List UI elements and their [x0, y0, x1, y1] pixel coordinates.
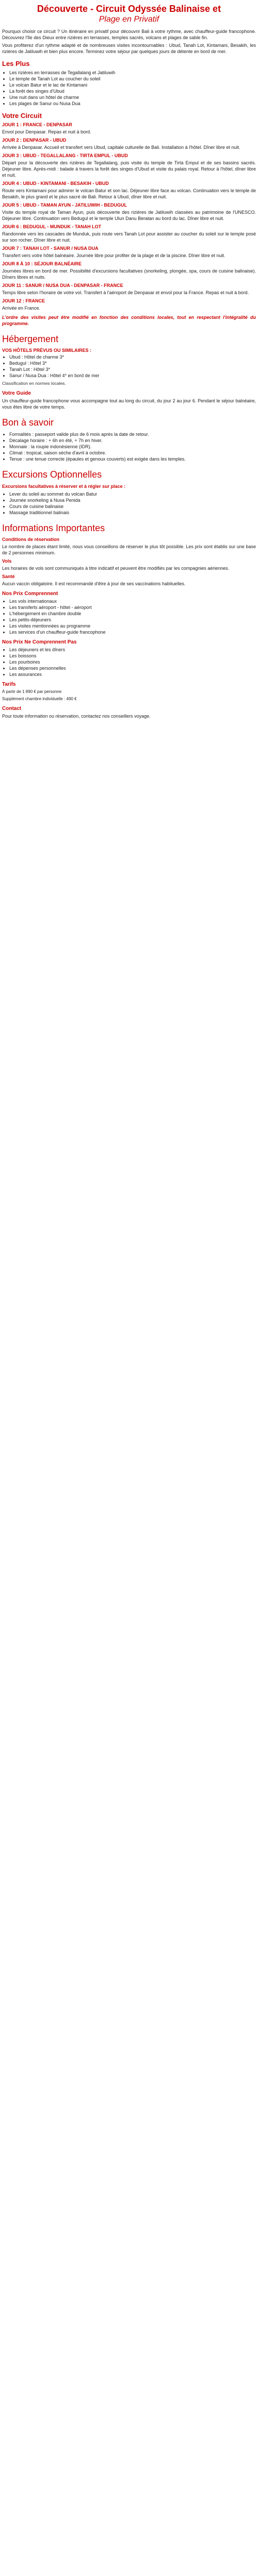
day-text: Arrivée à Denpasar. Accueil et transfert vers Ubud, capitale culturelle de Bali. Installation à l'hôtel. Dîner libre et nuit. [2, 145, 240, 150]
day-block [2, 153, 256, 178]
list-item: • Monnaie : la roupie indonésienne (IDR). [9, 444, 256, 450]
list-item: • Climat : tropical, saison sèche d'avril à octobre. [9, 450, 256, 456]
contact-text: Pour toute information ou réservation, contactez nos conseillers voyage. [2, 714, 151, 719]
page [0, 0, 258, 731]
list-item: • Journée snorkeling à Nusa Penida [9, 497, 256, 503]
list-item: • Sanur / Nusa Dua : Hôtel 4* en bord de mer [9, 372, 256, 379]
info-block [2, 558, 256, 571]
intro-paragraph: Pourquoi choisir ce circuit ? Un itinéraire en privatif pour découvrir Bali à votre rythme, avec chauffeur-guide francophone. Découvrez l'île des Dieux entre rizières en terrasses, temples sacrés, volcans et plages de sable fin. [2, 29, 256, 40]
day-block [2, 122, 256, 135]
info-block [2, 574, 256, 587]
list-item: • Une nuit dans un hôtel de charme [9, 94, 256, 100]
info-block-text: Le nombre de places étant limité, nous vous conseillons de réserver le plus tôt possible. Les prix sont établis sur une base de 2 personnes minimum. [2, 544, 256, 555]
excursions-list [2, 491, 256, 516]
day-text: Temps libre selon l'horaire de votre vol. Transfert à l'aéroport de Denpasar et envol pour la France. Repas et nuit à bord. [2, 290, 249, 295]
day-block [2, 224, 256, 243]
day-label: JOUR 12 : FRANCE [2, 298, 45, 303]
list-item: • Le volcan Batur et le lac de Kintamani [9, 82, 256, 88]
hotels-note: Classification en normes locales. [2, 381, 66, 386]
list-item: • Les pourboires [9, 659, 256, 665]
program-note: L'ordre des visites peut être modifié en fonction des conditions locales, tout en respectant l'intégralité du programme. [2, 315, 256, 326]
day-label: JOUR 1 : FRANCE - DENPASAR [2, 122, 72, 127]
list-item: • Les dépenses personnelles [9, 665, 256, 671]
info-block [2, 537, 256, 556]
day-label: JOUR 5 : UBUD - TAMAN AYUN - JATILUWIH - BEDUGUL [2, 202, 127, 208]
day-label: JOUR 11 : SANUR / NUSA DUA - DENPASAR - FRANCE [2, 283, 123, 288]
excursions-heading: Excursions Optionnelles [2, 469, 102, 480]
bon-heading: Bon à savoir [2, 417, 54, 428]
page-title: Découverte - Circuit Odyssée Balinaise et [37, 4, 221, 14]
list-item: • Les visites mentionnées au programme [9, 623, 256, 629]
prices-exclude-heading: Nos Prix Ne Comprennent Pas [2, 639, 77, 645]
prices-include-heading: Nos Prix Comprennent [2, 591, 58, 597]
info-block-text: Les horaires de vols sont communiqués à titre indicatif et peuvent être modifiés par les compagnies aériennes. [2, 566, 230, 571]
day-block [2, 261, 256, 280]
day-block [2, 181, 256, 200]
contact-heading: Contact [2, 706, 22, 711]
list-item: • Les déjeuners et les dîners [9, 647, 256, 653]
program-heading: Votre Circuit [2, 112, 42, 120]
day-block [2, 246, 256, 259]
guide-heading: Votre Guide [2, 391, 31, 396]
day-block [2, 283, 256, 296]
highlights-list [2, 70, 256, 107]
hotels-intro: VOS HÔTELS PRÉVUS OU SIMILAIRES : [2, 348, 92, 353]
list-item: • Les petits-déjeuners [9, 617, 256, 623]
rates-line: Supplément chambre individuelle : 490 € [2, 697, 77, 701]
bon-list [2, 431, 256, 462]
list-item: • Massage traditionnel balinais [9, 510, 256, 516]
list-item: • Ubud : Hôtel de charme 3* [9, 354, 256, 360]
day-label: JOUR 3 : UBUD - TEGALLALANG - TIRTA EMPUL - UBUD [2, 153, 128, 158]
day-text: Randonnée vers les cascades de Munduk, puis route vers Tanah Lot pour assister au coucher du soleil sur le temple posé sur son rocher. Dîner libre et nuit. [2, 231, 256, 243]
list-item: • Décalage horaire : + 6h en été, + 7h en hiver. [9, 437, 256, 444]
day-label: JOUR 4 : UBUD - KINTAMANI - BESAKIH - UBUD [2, 181, 109, 186]
day-text: Route vers Kintamani pour admirer le volcan Batur et son lac. Déjeuner libre face au volcan. Continuation vers le temple de Besakih, le plus grand et le plus sacré de Bali. Retour à Ubud, dîner libre et nuit. [2, 188, 256, 199]
list-item: • Les vols internationaux [9, 598, 256, 604]
rates-heading: Tarifs [2, 682, 16, 687]
day-label: JOUR 6 : BEDUGUL - MUNDUK - TANAH LOT [2, 224, 102, 229]
day-text: Transfert vers votre hôtel balnéaire. Journée libre pour profiter de la plage et de la piscine. Dîner libre et nuit. [2, 253, 225, 258]
list-item: • L'hébergement en chambre double [9, 611, 256, 617]
list-item: • Cours de cuisine balinaise [9, 503, 256, 510]
day-text: Envol pour Denpasar. Repas et nuit à bord. [2, 129, 91, 134]
list-item: • Formalités : passeport valide plus de 6 mois après la date de retour. [9, 431, 256, 437]
info-block-heading: Vols [2, 558, 12, 564]
highlights-heading: Les Plus [2, 60, 30, 67]
day-block [2, 298, 256, 311]
title-block [2, 0, 256, 27]
info-block-heading: Conditions de réservation [2, 537, 60, 542]
day-block [2, 138, 256, 150]
page-subtitle: Plage en Privatif [99, 15, 159, 24]
day-text: Visite du temple royal de Taman Ayun, puis découverte des rizières de Jatiluwih classées au patrimoine de l'UNESCO. Déjeuner libre. Continuation vers Bedugul et le temple Ulun Danu Beratan au bord du lac. Dîner libre et nuit. [2, 210, 256, 221]
info-block-heading: Santé [2, 574, 15, 579]
list-item: • Les boissons [9, 653, 256, 659]
list-item: • Lever du soleil au sommet du volcan Batur [9, 491, 256, 497]
info-heading: Informations Importantes [2, 523, 105, 533]
list-item: • Les rizières en terrasses de Tegallalang et Jatiluwih [9, 70, 256, 76]
info-block-text: Aucun vaccin obligatoire. Il est recommandé d'être à jour de ses vaccinations habituelles. [2, 581, 186, 586]
list-item: • Les assurances [9, 671, 256, 677]
list-item: • Les transferts aéroport - hôtel - aéroport [9, 604, 256, 611]
list-item: • Tanah Lot : Hôtel 3* [9, 366, 256, 372]
hotels-heading: Hébergement [2, 334, 59, 344]
list-item: • La forêt des singes d'Ubud [9, 88, 256, 94]
prices-include-list [2, 598, 256, 635]
rates-line: À partir de 1 890 € par personne [2, 689, 62, 694]
day-label: JOUR 7 : TANAH LOT - SANUR / NUSA DUA [2, 246, 99, 251]
day-label: JOUR 8 À 10 : SÉJOUR BALNÉAIRE [2, 261, 82, 266]
guide-text: Un chauffeur-guide francophone vous accompagne tout au long du circuit, du jour 2 au jour 6. Pendant le séjour balnéaire, vous êtes libre de votre temps. [2, 398, 256, 410]
day-block [2, 202, 256, 222]
list-item: • Tenue : une tenue correcte (épaules et genoux couverts) est exigée dans les temples. [9, 456, 256, 462]
day-label: JOUR 2 : DENPASAR - UBUD [2, 138, 67, 143]
day-text: Journées libres en bord de mer. Possibilité d'excursions facultatives (snorkeling, plongée, spa, cours de cuisine balinaise). Dîners libres et nuits. [2, 268, 256, 280]
list-item: • Les services d'un chauffeur-guide francophone [9, 629, 256, 635]
list-item: • Bedugul : Hôtel 3* [9, 360, 256, 366]
day-text: Arrivée en France. [2, 306, 41, 311]
list-item: • Le temple de Tanah Lot au coucher du soleil [9, 76, 256, 82]
intro-section [2, 28, 256, 55]
list-item: • Les plages de Sanur ou Nusa Dua [9, 100, 256, 107]
prices-exclude-list [2, 647, 256, 677]
hotels-list [2, 354, 256, 379]
program-days [2, 122, 256, 311]
excursions-intro: Excursions facultatives à réserver et à régler sur place : [2, 484, 126, 489]
day-text: Départ pour la découverte des rizières de Tegallalang, puis visite du temple de Tirta Empul et de ses bassins sacrés. Déjeuner libre. Après-midi : balade à travers la forêt des singes d'Ubud et visite du palais royal. Retour à l'hôtel, dîner libre et nuit. [2, 160, 256, 178]
intro-paragraph: Vous profiterez d'un rythme adapté et de nombreuses visites incontournables : Ubud, Tanah Lot, Kintamani, Besakih, les rizières de Jatiluwih et bien plus encore. Terminez votre séjour par quelques jours de détente en bord de mer. [2, 43, 256, 54]
